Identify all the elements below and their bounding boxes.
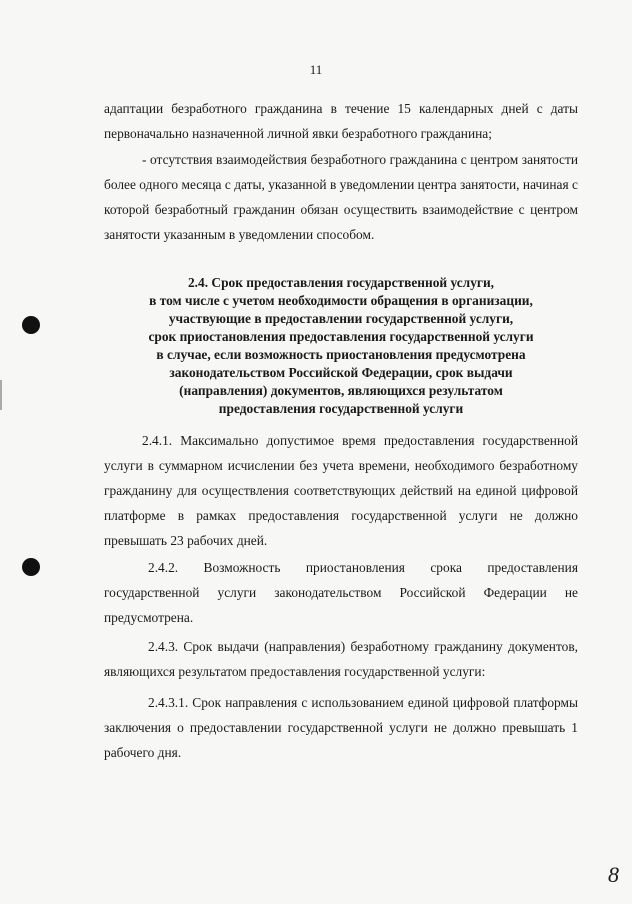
scan-edge-mark [0,380,2,410]
intro-text [104,96,578,247]
paragraph-adaptation: адаптации безработного гражданина в течение 15 календарных дней с даты первоначально назначенной личной явки безработного гражданина; [104,101,578,141]
section-body [104,428,578,765]
heading-line: срок приостановления предоставления государственной услуги [148,329,534,344]
heading-line: в случае, если возможность приостановления предусмотрена [156,347,526,362]
page-number: 11 [309,62,323,77]
heading-line: в том числе с учетом необходимости обращения в организации, [149,293,533,308]
heading-line: участвующие в предоставлении государственной услуги, [168,311,514,326]
paragraph-2-4-1: 2.4.1. Максимально допустимое время предоставления государственной услуги в суммарном исчислении без учета времени, необходимого безработному гражданину для осуществления соответствующих действий на единой цифровой платформе в рамках предоставления государственной услуги не должно превышать 23 рабочих дней. [104,433,578,548]
handwritten-page-mark: 8 [608,862,619,887]
heading-line: 2.4. Срок предоставления государственной услуги, [187,275,495,290]
punch-hole-lower [22,558,40,576]
paragraph-no-interaction: - отсутствия взаимодействия безработного гражданина с центром занятости более одного месяца с даты, указанной в уведомлении центра занятости, начиная с которой безработный гражданин обязан осуществить взаимодействие с центром занятости указанным в уведомлении способом. [104,152,578,242]
heading-line: (направления) документов, являющихся результатом [179,383,503,398]
paragraph-2-4-3: 2.4.3. Срок выдачи (направления) безработному гражданину документов, являющихся результатом предоставления государственной услуги: [104,639,578,679]
paragraph-2-4-2: 2.4.2. Возможность приостановления срока предоставления государственной услуги законодательством Российской Федерации не предусмотрена. [104,560,578,625]
heading-line: предоставления государственной услуги [218,401,464,416]
paragraph-2-4-3-1: 2.4.3.1. Срок направления с использованием единой цифровой платформы заключения о предоставлении государственной услуги не должно превышать 1 рабочего дня. [104,695,578,760]
punch-hole-upper [22,316,40,334]
section-heading-2-4 [104,274,578,418]
heading-line: законодательством Российской Федерации, срок выдачи [169,365,513,380]
